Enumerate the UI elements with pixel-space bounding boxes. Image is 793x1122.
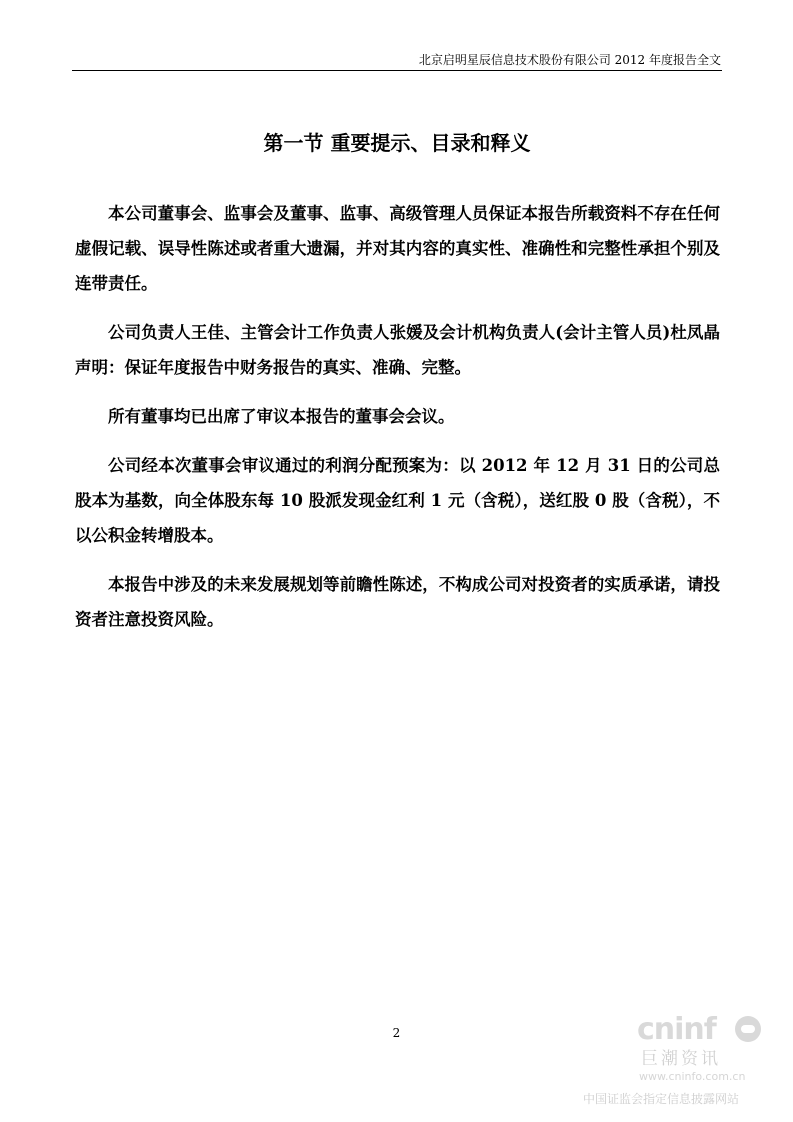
watermark-logo-text: cninf: [637, 1012, 716, 1047]
running-header: 北京启明星辰信息技术股份有限公司 2012 年度报告全文: [418, 53, 721, 67]
page-number: 2: [392, 1026, 401, 1040]
paragraph-declaration: 公司负责人王佳、主管会计工作负责人张媛及会计机构负责人(会计主管人员)杜凤晶声明：保证年度报告中财务报告的真实、准确、完整。: [75, 323, 720, 377]
watermark-name: 巨潮资讯: [641, 1049, 721, 1069]
paragraph-attendance: 所有董事均已出席了审议本报告的董事会会议。: [108, 407, 455, 426]
body-text: [75, 196, 720, 651]
section-title: 第一节 重要提示、目录和释义: [263, 131, 531, 155]
paragraph-responsibility: 本公司董事会、监事会及董事、监事、高级管理人员保证本报告所载资料不存在任何虚假记载、误导性陈述或者重大遗漏，并对其内容的真实性、准确性和完整性承担个别及连带责任。: [75, 204, 720, 293]
cninfo-swirl-icon: [735, 1016, 761, 1042]
cninfo-watermark: [583, 1012, 783, 1112]
paragraph-profit-distribution: 公司经本次董事会审议通过的利润分配预案为：以 2012 年 12 月 31 日的公司总股本为基数，向全体股东每 10 股派发现金红利 1 元（含税），送红股 0 股（含税），不以公积金转增股本。: [75, 456, 720, 545]
header-divider: [72, 70, 722, 71]
watermark-url: www.cninfo.com.cn: [639, 1070, 746, 1083]
watermark-org: 中国证监会指定信息披露网站: [583, 1092, 740, 1106]
paragraph-risk-notice: 本报告中涉及的未来发展规划等前瞻性陈述，不构成公司对投资者的实质承诺，请投资者注意投资风险。: [75, 575, 720, 629]
